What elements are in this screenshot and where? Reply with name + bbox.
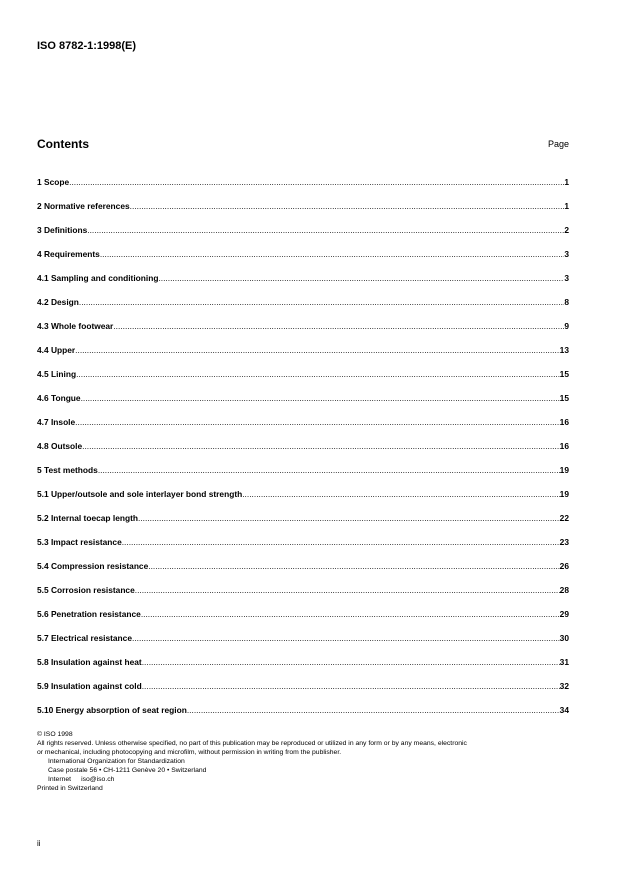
toc-entry-page: 15	[559, 393, 569, 403]
toc-entry-page: 26	[559, 561, 569, 571]
rights-statement-line-1: All rights reserved. Unless otherwise specified, no part of this publication may be reproduced or utilized in any form or by any means, electronic	[37, 740, 467, 747]
toc-leader-dots	[142, 656, 560, 668]
toc-entry-label: 5.7 Electrical resistance	[37, 633, 132, 643]
toc-leader-dots	[130, 200, 565, 212]
toc-entry-label: 5.8 Insulation against heat	[37, 657, 142, 667]
toc-leader-dots	[135, 584, 560, 596]
toc-entry-page: 29	[559, 609, 569, 619]
toc-entry-label: 5.9 Insulation against cold	[37, 681, 142, 691]
toc-entry-page: 31	[559, 657, 569, 667]
internet-label: Internet	[48, 776, 72, 783]
contact-email[interactable]: iso@iso.ch	[81, 776, 115, 783]
toc-entry[interactable]	[37, 356, 569, 380]
toc-entry[interactable]	[37, 548, 569, 572]
toc-entry-label: 4.4 Upper	[37, 345, 76, 355]
toc-leader-dots	[75, 416, 560, 428]
toc-entry-page: 9	[564, 321, 569, 331]
table-of-contents	[37, 164, 569, 716]
toc-entry-label: 5.4 Compression resistance	[37, 561, 149, 571]
toc-entry-label: 4.8 Outsole	[37, 441, 83, 451]
toc-leader-dots	[113, 320, 564, 332]
toc-leader-dots	[100, 248, 564, 260]
toc-entry[interactable]	[37, 644, 569, 668]
toc-entry[interactable]	[37, 476, 569, 500]
toc-entry-label: 5.6 Penetration resistance	[37, 609, 141, 619]
toc-entry-page: 34	[559, 705, 569, 715]
toc-leader-dots	[87, 224, 564, 236]
toc-entry-page: 16	[559, 417, 569, 427]
toc-entry-label: 4.6 Tongue	[37, 393, 81, 403]
toc-entry[interactable]	[37, 332, 569, 356]
toc-entry[interactable]	[37, 260, 569, 284]
toc-entry[interactable]	[37, 212, 569, 236]
page-number: ii	[37, 839, 41, 848]
toc-entry-label: 4.2 Design	[37, 297, 79, 307]
toc-entry-page: 1	[564, 177, 569, 187]
organization-name: International Organization for Standardization	[48, 758, 185, 765]
toc-entry[interactable]	[37, 596, 569, 620]
toc-entry-page: 1	[564, 201, 569, 211]
toc-entry-label: 1 Scope	[37, 177, 70, 187]
toc-entry-label: 4.3 Whole footwear	[37, 321, 114, 331]
toc-entry-label: 2 Normative references	[37, 201, 130, 211]
toc-leader-dots	[138, 512, 560, 524]
toc-entry-label: 4.5 Lining	[37, 369, 77, 379]
toc-entry[interactable]	[37, 572, 569, 596]
toc-entry-page: 22	[559, 513, 569, 523]
toc-entry[interactable]	[37, 692, 569, 716]
copyright-notice	[37, 730, 577, 793]
toc-entry[interactable]	[37, 428, 569, 452]
toc-entry[interactable]	[37, 308, 569, 332]
organization-address: Case postale 56 • CH-1211 Genève 20 • Switzerland	[48, 767, 207, 774]
toc-leader-dots	[82, 440, 560, 452]
printed-in: Printed in Switzerland	[37, 785, 103, 792]
toc-entry-label: 5.1 Upper/outsole and sole interlayer bond strength	[37, 489, 243, 499]
internet-line	[37, 775, 577, 784]
toc-entry-label: 3 Definitions	[37, 225, 88, 235]
toc-entry[interactable]	[37, 620, 569, 644]
toc-entry-label: 5 Test methods	[37, 465, 98, 475]
toc-entry[interactable]	[37, 164, 569, 188]
toc-entry[interactable]	[37, 188, 569, 212]
contents-title: Contents	[37, 137, 89, 151]
toc-leader-dots	[76, 368, 560, 380]
toc-entry[interactable]	[37, 236, 569, 260]
toc-entry[interactable]	[37, 668, 569, 692]
toc-leader-dots	[132, 632, 560, 644]
toc-entry[interactable]	[37, 500, 569, 524]
toc-leader-dots	[98, 464, 560, 476]
toc-entry-label: 4.1 Sampling and conditioning	[37, 273, 159, 283]
toc-entry-page: 19	[559, 465, 569, 475]
toc-leader-dots	[187, 704, 560, 716]
document-id: ISO 8782-1:1998(E)	[37, 40, 137, 52]
toc-entry-page: 3	[564, 249, 569, 259]
toc-leader-dots	[148, 560, 559, 572]
toc-leader-dots	[158, 272, 564, 284]
toc-entry-label: 5.2 Internal toecap length	[37, 513, 138, 523]
toc-entry-page: 30	[559, 633, 569, 643]
toc-entry-page: 8	[564, 297, 569, 307]
toc-leader-dots	[122, 536, 560, 548]
toc-entry-label: 5.10 Energy absorption of seat region	[37, 705, 187, 715]
toc-leader-dots	[141, 608, 560, 620]
toc-leader-dots	[81, 392, 560, 404]
toc-entry[interactable]	[37, 380, 569, 404]
toc-entry[interactable]	[37, 524, 569, 548]
toc-leader-dots	[79, 296, 564, 308]
toc-entry[interactable]	[37, 284, 569, 308]
toc-entry[interactable]	[37, 404, 569, 428]
rights-statement-line-2: or mechanical, including photocopying and microfilm, without permission in writing from the publisher.	[37, 749, 342, 756]
toc-entry-page: 23	[559, 537, 569, 547]
toc-leader-dots	[69, 176, 564, 188]
toc-entry-label: 5.5 Corrosion resistance	[37, 585, 135, 595]
copyright-line: © ISO 1998	[37, 731, 73, 738]
page-column-label: Page	[547, 139, 569, 149]
toc-entry-page: 2	[564, 225, 569, 235]
toc-entry-page: 32	[559, 681, 569, 691]
toc-entry-label: 5.3 Impact resistance	[37, 537, 122, 547]
toc-entry-label: 4.7 Insole	[37, 417, 76, 427]
toc-leader-dots	[242, 488, 559, 500]
toc-entry-page: 15	[559, 369, 569, 379]
toc-leader-dots	[142, 680, 560, 692]
toc-entry-page: 13	[559, 345, 569, 355]
toc-entry-page: 28	[559, 585, 569, 595]
toc-entry-page: 16	[559, 441, 569, 451]
toc-entry-page: 19	[559, 489, 569, 499]
toc-entry[interactable]	[37, 452, 569, 476]
toc-leader-dots	[75, 344, 560, 356]
toc-entry-label: 4 Requirements	[37, 249, 100, 259]
toc-entry-page: 3	[564, 273, 569, 283]
